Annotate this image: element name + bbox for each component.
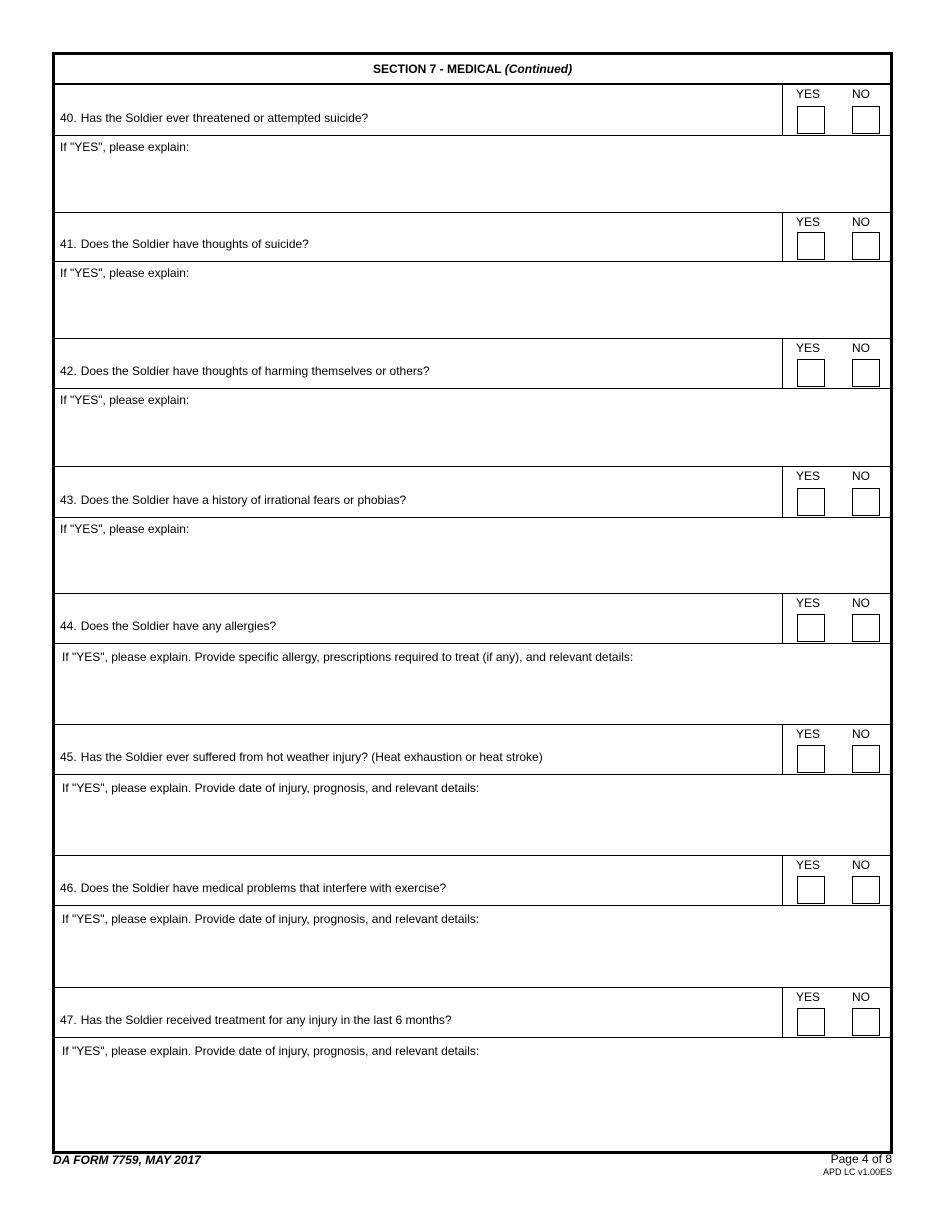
explain-label: If "YES", please explain: bbox=[60, 140, 190, 154]
explain-label: If "YES", please explain. Provide specific allergy, prescriptions required to treat (if any), and relevant details: bbox=[62, 650, 634, 664]
q41-explain-field[interactable] bbox=[55, 262, 890, 339]
no-label: NO bbox=[852, 596, 870, 610]
version-label: APD LC v1.00ES bbox=[822, 1167, 892, 1177]
question-text: 45. Has the Soldier ever suffered from hot weather injury? (Heat exhaustion or heat stroke) bbox=[60, 750, 543, 764]
explain-label: If "YES", please explain. Provide date of injury, prognosis, and relevant details: bbox=[62, 781, 480, 795]
question-text: 41. Does the Soldier have thoughts of suicide? bbox=[60, 237, 309, 251]
no-label: NO bbox=[852, 341, 870, 355]
yes-label: YES bbox=[796, 469, 821, 483]
q45-explain-field[interactable] bbox=[55, 775, 890, 856]
yes-label: YES bbox=[796, 727, 821, 741]
question-row-47 bbox=[55, 988, 890, 1038]
q46-explain-field[interactable] bbox=[55, 906, 890, 988]
question-row-40 bbox=[55, 85, 890, 136]
explain-label: If "YES", please explain. Provide date of injury, prognosis, and relevant details: bbox=[62, 1044, 480, 1058]
q41-yes-checkbox[interactable] bbox=[797, 232, 825, 260]
no-label: NO bbox=[852, 727, 870, 741]
question-row-43 bbox=[55, 467, 890, 518]
q44-no-checkbox[interactable] bbox=[852, 614, 880, 642]
no-label: NO bbox=[852, 469, 870, 483]
yes-label: YES bbox=[796, 596, 821, 610]
q43-no-checkbox[interactable] bbox=[852, 488, 880, 516]
q42-explain-field[interactable] bbox=[55, 389, 890, 467]
section-subtitle: (Continued) bbox=[504, 62, 573, 76]
q45-no-checkbox[interactable] bbox=[852, 745, 880, 773]
explain-label: If "YES", please explain. Provide date of injury, prognosis, and relevant details: bbox=[62, 912, 480, 926]
no-label: NO bbox=[852, 990, 870, 1004]
question-text: 44. Does the Soldier have any allergies? bbox=[60, 619, 277, 633]
yes-label: YES bbox=[796, 858, 821, 872]
question-text: 42. Does the Soldier have thoughts of harming themselves or others? bbox=[60, 364, 430, 378]
q40-explain-field[interactable] bbox=[55, 136, 890, 213]
q46-no-checkbox[interactable] bbox=[852, 876, 880, 904]
no-label: NO bbox=[852, 215, 870, 229]
q44-yes-checkbox[interactable] bbox=[797, 614, 825, 642]
section-header bbox=[55, 55, 890, 85]
yes-label: YES bbox=[796, 87, 821, 101]
question-row-45 bbox=[55, 725, 890, 775]
yes-label: YES bbox=[796, 341, 821, 355]
question-row-41 bbox=[55, 213, 890, 262]
form-id: DA FORM 7759, MAY 2017 bbox=[53, 1153, 201, 1167]
question-text: 40. Has the Soldier ever threatened or attempted suicide? bbox=[60, 111, 369, 125]
no-label: NO bbox=[852, 858, 870, 872]
q47-explain-field[interactable] bbox=[55, 1038, 890, 1151]
q47-no-checkbox[interactable] bbox=[852, 1008, 880, 1036]
question-row-46 bbox=[55, 856, 890, 906]
q42-yes-checkbox[interactable] bbox=[797, 359, 825, 387]
page-number: Page 4 of 8 bbox=[830, 1152, 892, 1166]
q45-yes-checkbox[interactable] bbox=[797, 745, 825, 773]
q42-no-checkbox[interactable] bbox=[852, 359, 880, 387]
no-label: NO bbox=[852, 87, 870, 101]
explain-label: If "YES", please explain: bbox=[60, 522, 190, 536]
section-title: SECTION 7 - MEDICAL bbox=[372, 62, 502, 76]
question-text: 46. Does the Soldier have medical problems that interfere with exercise? bbox=[60, 881, 447, 895]
q46-yes-checkbox[interactable] bbox=[797, 876, 825, 904]
question-row-42 bbox=[55, 339, 890, 389]
question-row-44 bbox=[55, 594, 890, 644]
q40-no-checkbox[interactable] bbox=[852, 106, 880, 134]
explain-label: If "YES", please explain: bbox=[60, 266, 190, 280]
q44-explain-field[interactable] bbox=[55, 644, 890, 725]
yes-label: YES bbox=[796, 990, 821, 1004]
question-text: 43. Does the Soldier have a history of irrational fears or phobias? bbox=[60, 493, 407, 507]
question-text: 47. Has the Soldier received treatment for any injury in the last 6 months? bbox=[60, 1013, 452, 1027]
q40-yes-checkbox[interactable] bbox=[797, 106, 825, 134]
yes-label: YES bbox=[796, 215, 821, 229]
explain-label: If "YES", please explain: bbox=[60, 393, 190, 407]
page-info bbox=[823, 1152, 892, 1177]
q43-yes-checkbox[interactable] bbox=[797, 488, 825, 516]
form-container bbox=[52, 52, 893, 1154]
q41-no-checkbox[interactable] bbox=[852, 232, 880, 260]
q47-yes-checkbox[interactable] bbox=[797, 1008, 825, 1036]
q43-explain-field[interactable] bbox=[55, 518, 890, 594]
